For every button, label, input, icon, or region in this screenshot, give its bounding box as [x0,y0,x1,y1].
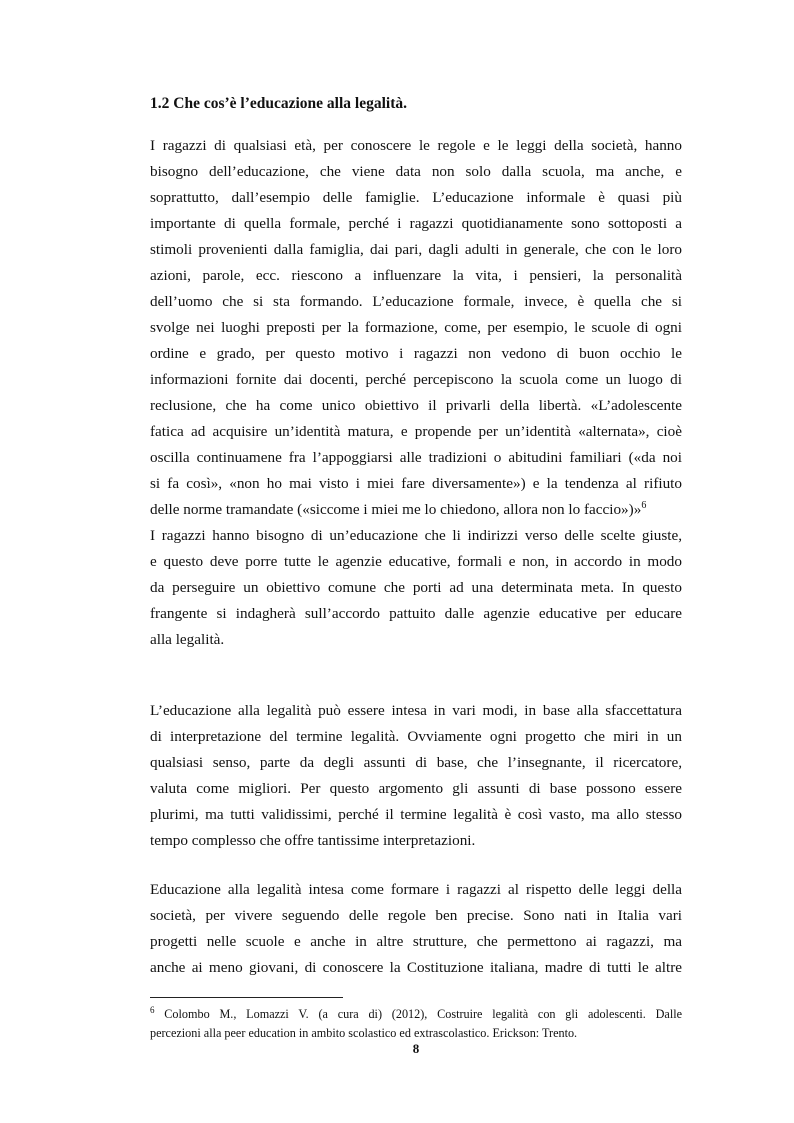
text-line: progetti nelle scuole e anche in altre strutture, che permettono ai ragazzi, ma [150,933,682,950]
text-line: valuta come migliori. Per questo argomento gli assunti di base possono essere [150,780,682,797]
text-line: anche ai meno giovani, di conoscere la Costituzione italiana, madre di tutti le altre [150,959,682,976]
text-line: ordine e grado, per questo motivo i ragazzi non vedono di buon occhio le [150,345,682,362]
text-line: società, per vivere seguendo delle regole ben precise. Sono nati in Italia vari [150,907,682,924]
footnote [150,1005,682,1043]
text-line: reclusione, che ha come unico obiettivo il privarli della libertà. «L’adolescente [150,397,682,414]
page-number: 8 [412,1041,420,1056]
text-line: soprattutto, dall’esempio delle famiglie. L’educazione informale è quasi più [150,189,682,206]
text-line: dell’uomo che si sta formando. L’educazione formale, invece, è quella che si [150,293,682,310]
paragraph-2 [150,698,682,854]
footnote-line: percezioni alla peer education in ambito scolastico ed extrascolastico. Erickson: Trento. [150,1026,578,1040]
text-line: Educazione alla legalità intesa come formare i ragazzi al rispetto delle leggi della [150,881,682,898]
footnote-separator [150,997,343,998]
text-line: plurimi, ma tutti validissimi, perché il termine legalità è così vasto, ma allo stesso [150,806,682,823]
text-line: tempo complesso che offre tantissime interpretazioni. [150,832,476,849]
text-line: I ragazzi di qualsiasi età, per conoscere le regole e le leggi della società, hanno [150,137,682,154]
text-line: importante di quella formale, perché i ragazzi quotidianamente sono sottoposti a [150,215,682,232]
text-line: L’educazione alla legalità può essere intesa in vari modi, in base alla sfaccettatura [150,702,682,719]
footnote-reference[interactable]: 6 [641,499,647,511]
footnote-line [150,1005,682,1024]
text-line: informazioni fornite dai docenti, perché percepiscono la scuola come un luogo di [150,371,682,388]
footnote-number: 6 [150,1004,155,1015]
text-line: alla legalità. [150,631,225,648]
text-line: qualsiasi senso, parte da degli assunti di base, che l’insegnante, il ricercatore, [150,754,682,771]
text-line: e questo deve porre tutte le agenzie educative, formali e non, in accordo in modo [150,553,682,570]
quote-text: delle norme tramandate («siccome i miei me lo chiedono, allora non lo faccio»)» [150,501,642,518]
text-line: di interpretazione del termine legalità. Ovviamente ogni progetto che miri in un [150,728,682,745]
footnote-text: Colombo M., Lomazzi V. (a cura di) (2012), Costruire legalità con gli adolescenti. Dalle [164,1007,683,1021]
text-line-with-footnote [150,497,682,523]
text-line: da perseguire un obiettivo comune che porti ad una determinata meta. In questo [150,579,682,596]
text-line: stimoli provenienti dalla famiglia, dai pari, dagli adulti in generale, che con le loro [150,241,682,258]
text-line: bisogno dell’educazione, che viene data non solo dalla scuola, ma anche, e [150,163,682,180]
text-line: I ragazzi hanno bisogno di un’educazione che li indirizzi verso delle scelte giuste, [150,527,682,544]
text-line: frangente si indagherà sull’accordo pattuito dalle agenzie educative per educare [150,605,682,622]
paragraph-3 [150,877,682,981]
text-line: si fa così», «non ho mai visto i miei fare diversamente») e la tendenza al rifiuto [150,475,682,492]
text-line: azioni, parole, ecc. riescono a influenzare la vita, i pensieri, la personalità [150,267,682,284]
text-line: oscilla continuamene fra l’appoggiarsi alle tradizioni o abitudini familiari («da noi [150,449,682,466]
paragraph-1 [150,133,682,653]
section-heading: 1.2 Che cos’è l’educazione alla legalità. [150,95,407,112]
text-line: fatica ad acquisire un’identità matura, e propende per un’identità «alternata», cioè [150,423,682,440]
text-line: svolge nei luoghi preposti per la formazione, come, per esempio, le scuole di ogni [150,319,682,336]
